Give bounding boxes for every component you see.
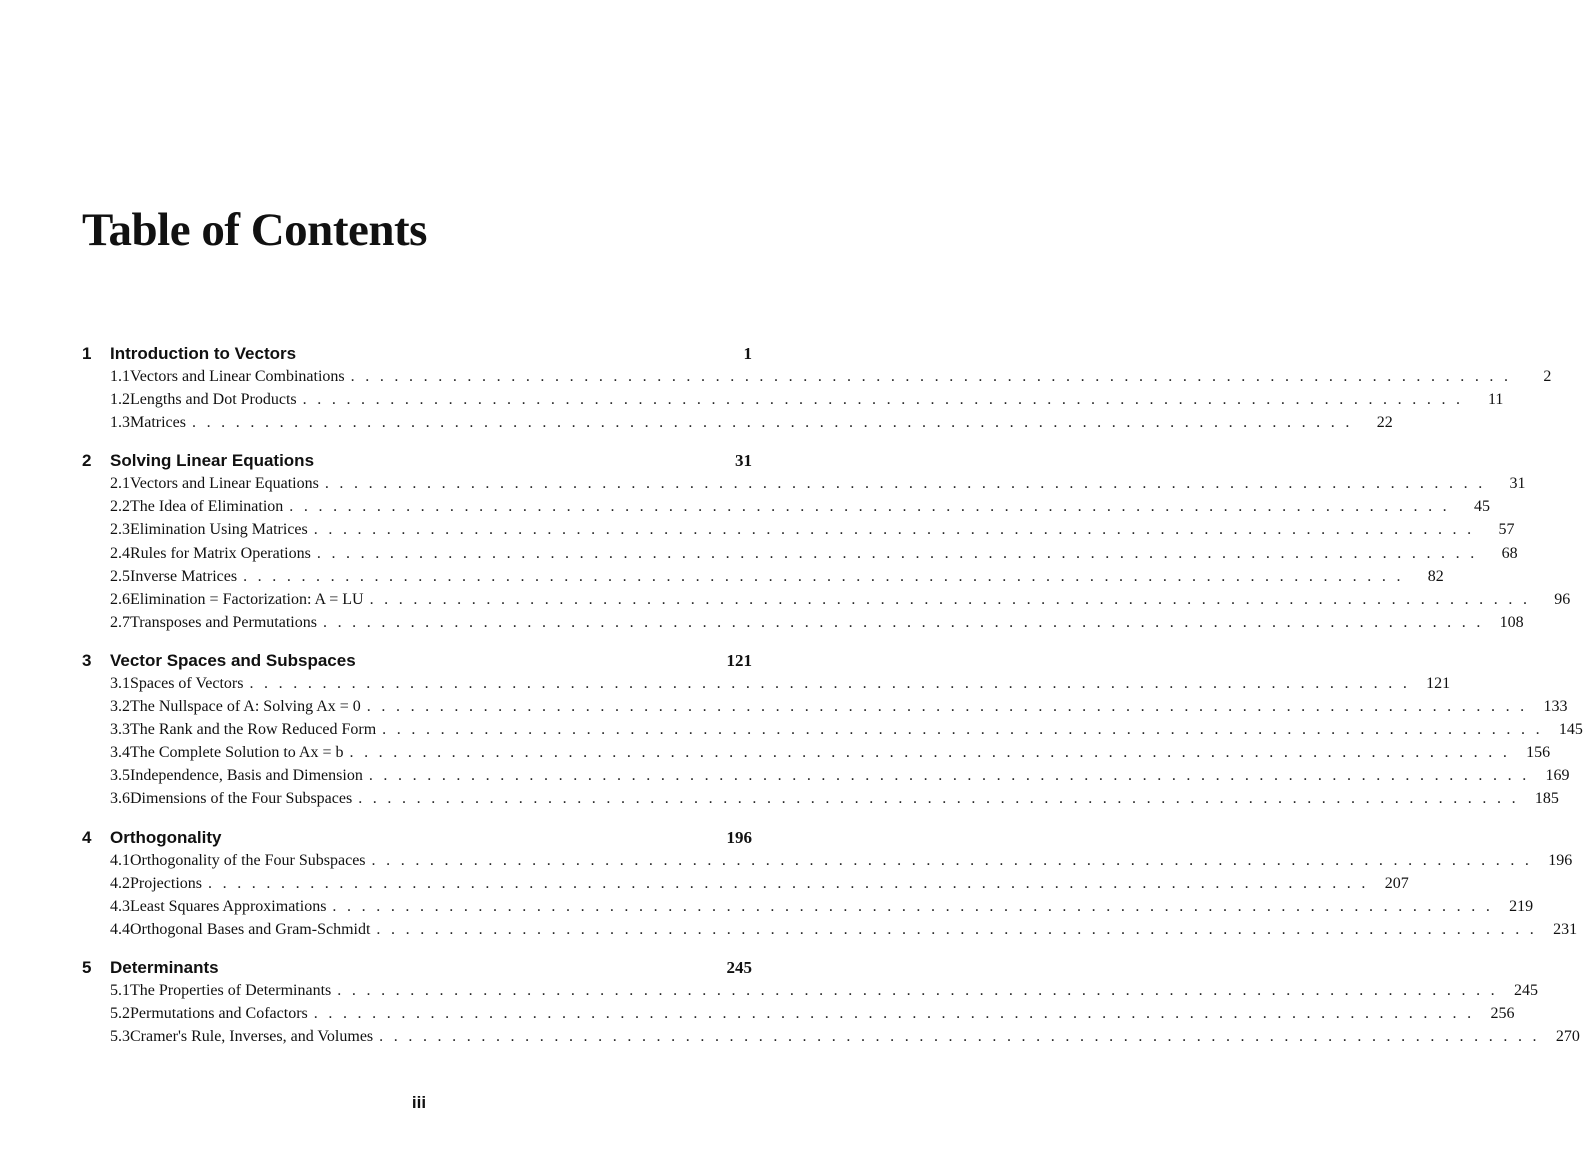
section-page: 22 [1376, 414, 1393, 432]
toc-entry[interactable] [82, 790, 1559, 813]
section-page: 256 [1490, 1004, 1515, 1022]
section-number: 1.3 [110, 414, 130, 432]
chapter-page: 121 [726, 650, 752, 670]
section-page: 31 [1509, 475, 1526, 493]
section-title: Rules for Matrix Operations [130, 544, 311, 562]
chapter-page: 31 [735, 451, 752, 471]
chapter-number: 5 [82, 957, 92, 977]
toc-entry[interactable] [82, 544, 1518, 568]
section-title: The Idea of Elimination [130, 498, 284, 516]
toc-entry[interactable] [82, 590, 1571, 614]
toc-chapter [82, 650, 1583, 814]
section-page: 196 [1548, 851, 1573, 869]
toc-entry[interactable] [82, 567, 1444, 591]
section-page: 219 [1509, 897, 1534, 915]
section-page: 108 [1499, 613, 1524, 631]
dot-leader: . . . . . . . . . . . . . . . . . . . . . . . . . . . . . . . . . . . . . . . . . . . . . . . . . . . . . . . . . . . . . . . . . . . . . . . . . . . . . . . . [313, 1004, 1475, 1022]
section-number: 5.2 [110, 1004, 130, 1022]
section-title: Vectors and Linear Combinations [130, 368, 345, 385]
toc-chapter [82, 957, 1580, 1051]
dot-leader: . . . . . . . . . . . . . . . . . . . . . . . . . . . . . . . . . . . . . . . . . . . . . . . . . . . . . . . . . . . . . . . . . . . . . . . . . . . . . . . . [324, 475, 1486, 493]
section-title: Dimensions of the Four Subspaces [130, 790, 353, 808]
dot-leader: . . . . . . . . . . . . . . . . . . . . . . . . . . . . . . . . . . . . . . . . . . . . . . . . . . . . . . . . . . . . . . . . . . . . . . . . . . . . . . . . [350, 368, 1512, 385]
section-page: 45 [1473, 498, 1490, 516]
section-title: Least Squares Approximations [130, 897, 327, 915]
section-number: 2.6 [110, 590, 130, 608]
toc-entry[interactable] [82, 874, 1409, 898]
toc-chapter [82, 344, 1552, 437]
chapter-number: 1 [82, 344, 92, 363]
dot-leader: . . . . . . . . . . . . . . . . . . . . . . . . . . . . . . . . . . . . . . . . . . . . . . . . . . . . . . . . . . . . . . . . . . . . . . . . . . . . . . . . [337, 981, 1498, 999]
dot-leader: . . . . . . . . . . . . . . . . . . . . . . . . . . . . . . . . . . . . . . . . . . . . . . . . . . . . . . . . . . . . . . . . . . . . . . . . . . . . . . . . [369, 590, 1531, 608]
section-page: 169 [1545, 767, 1570, 785]
dot-leader: . . . . . . . . . . . . . . . . . . . . . . . . . . . . . . . . . . . . . . . . . . . . . . . . . . . . . . . . . . . . . . . . . . . . . . . . . . . . . . . . [316, 544, 1478, 562]
chapter-title: Vector Spaces and Subspaces [110, 650, 356, 670]
section-title: Orthogonality of the Four Subspaces [130, 851, 366, 869]
dot-leader: . . . . . . . . . . . . . . . . . . . . . . . . . . . . . . . . . . . . . . . . . . . . . . . . . . . . . . . . . . . . . . . . . . . . . . . . . . . . . . . . [358, 790, 1519, 808]
dot-leader: . . . . . . . . . . . . . . . . . . . . . . . . . . . . . . . . . . . . . . . . . . . . . . . . . . . . . . . . . . . . . . . . . . . . . . . . . . . . . . . . [302, 391, 1464, 409]
section-number: 2.4 [110, 544, 130, 562]
section-title: Orthogonal Bases and Gram-Schmidt [130, 920, 371, 938]
section-title: The Properties of Determinants [130, 981, 332, 999]
section-number: 5.1 [110, 981, 130, 999]
section-title: Cramer's Rule, Inverses, and Volumes [130, 1028, 374, 1046]
toc-entry[interactable] [82, 414, 1393, 437]
section-number: 3.1 [110, 674, 130, 692]
section-title: Matrices [130, 414, 186, 432]
section-number: 2.1 [110, 475, 130, 493]
chapter-number: 2 [82, 451, 92, 471]
chapter-heading[interactable] [82, 651, 752, 675]
toc-list [82, 344, 1583, 1065]
section-title: Spaces of Vectors [130, 674, 244, 692]
chapter-page: 1 [743, 344, 752, 363]
section-page: 96 [1554, 590, 1571, 608]
section-number: 3.2 [110, 698, 130, 716]
dot-leader: . . . . . . . . . . . . . . . . . . . . . . . . . . . . . . . . . . . . . . . . . . . . . . . . . . . . . . . . . . . . . . . . . . . . . . . . . . . . . . . . [376, 920, 1538, 938]
chapter-title: Orthogonality [110, 827, 222, 847]
dot-leader: . . . . . . . . . . . . . . . . . . . . . . . . . . . . . . . . . . . . . . . . . . . . . . . . . . . . . . . . . . . . . . . . . . . . . . . . . . . . . . . . [289, 498, 1450, 516]
chapter-heading[interactable] [82, 958, 752, 982]
section-page: 57 [1498, 521, 1515, 539]
dot-leader: . . . . . . . . . . . . . . . . . . . . . . . . . . . . . . . . . . . . . . . . . . . . . . . . . . . . . . . . . . . . . . . . . . . . . . . . . . . . . . . . [349, 744, 1511, 762]
section-title: Elimination = Factorization: A = LU [130, 590, 364, 608]
page-title: Table of Contents [82, 204, 427, 256]
section-number: 3.4 [110, 744, 130, 762]
dot-leader: . . . . . . . . . . . . . . . . . . . . . . . . . . . . . . . . . . . . . . . . . . . . . . . . . . . . . . . . . . . . . . . . . . . . . . . . . . . . . . . . [243, 567, 1404, 585]
chapter-heading[interactable] [82, 344, 752, 368]
chapter-number: 3 [82, 650, 92, 670]
section-number: 5.3 [110, 1028, 130, 1046]
toc-entry[interactable] [82, 981, 1538, 1005]
section-page: 2 [1543, 368, 1552, 385]
dot-leader: . . . . . . . . . . . . . . . . . . . . . . . . . . . . . . . . . . . . . . . . . . . . . . . . . . . . . . . . . . . . . . . . . . . . . . . . . . . . . . . . [332, 897, 1494, 915]
chapter-page: 196 [726, 827, 752, 847]
toc-chapter [82, 827, 1578, 944]
toc-entry[interactable] [82, 767, 1570, 790]
section-page: 270 [1555, 1028, 1580, 1046]
section-number: 2.5 [110, 567, 130, 585]
toc-entry[interactable] [82, 475, 1526, 498]
section-number: 3.5 [110, 767, 130, 785]
section-title: Lengths and Dot Products [130, 391, 297, 409]
section-title: Vectors and Linear Equations [130, 475, 319, 493]
chapter-number: 4 [82, 827, 92, 847]
section-page: 207 [1384, 874, 1409, 892]
toc-entry[interactable] [82, 521, 1515, 544]
section-title: Permutations and Cofactors [130, 1004, 308, 1022]
toc-entry[interactable] [82, 613, 1524, 637]
dot-leader: . . . . . . . . . . . . . . . . . . . . . . . . . . . . . . . . . . . . . . . . . . . . . . . . . . . . . . . . . . . . . . . . . . . . . . . . . . . . . . . . [366, 698, 1528, 716]
section-page: 156 [1526, 744, 1551, 762]
section-title: Independence, Basis and Dimension [130, 767, 363, 785]
section-page: 133 [1543, 698, 1568, 716]
section-number: 1.1 [110, 368, 130, 385]
section-number: 2.7 [110, 613, 130, 631]
chapter-heading[interactable] [82, 451, 752, 475]
chapter-heading[interactable] [82, 828, 752, 852]
dot-leader: . . . . . . . . . . . . . . . . . . . . . . . . . . . . . . . . . . . . . . . . . . . . . . . . . . . . . . . . . . . . . . . . . . . . . . . . . . . . . . . . [382, 721, 1543, 739]
toc-entry[interactable] [82, 897, 1534, 921]
toc-entry[interactable] [82, 674, 1451, 698]
toc-entry[interactable] [82, 391, 1504, 414]
toc-entry[interactable] [82, 698, 1568, 721]
section-number: 1.2 [110, 391, 130, 409]
dot-leader: . . . . . . . . . . . . . . . . . . . . . . . . . . . . . . . . . . . . . . . . . . . . . . . . . . . . . . . . . . . . . . . . . . . . . . . . . . . . . . . . [208, 874, 1369, 892]
section-number: 3.3 [110, 721, 130, 739]
section-number: 4.2 [110, 874, 130, 892]
section-number: 4.4 [110, 920, 130, 938]
toc-entry[interactable] [82, 1004, 1515, 1028]
section-title: Transposes and Permutations [130, 613, 317, 631]
section-number: 4.3 [110, 897, 130, 915]
section-page: 185 [1534, 790, 1559, 808]
toc-entry[interactable] [82, 851, 1573, 875]
section-page: 121 [1426, 674, 1451, 692]
section-page: 11 [1487, 391, 1504, 409]
page-number: iii [411, 1093, 427, 1112]
section-number: 2.3 [110, 521, 130, 539]
section-title: The Rank and the Row Reduced Form [130, 721, 377, 739]
dot-leader: . . . . . . . . . . . . . . . . . . . . . . . . . . . . . . . . . . . . . . . . . . . . . . . . . . . . . . . . . . . . . . . . . . . . . . . . . . . . . . . . [191, 414, 1353, 432]
section-title: Projections [130, 874, 202, 892]
toc-entry[interactable] [82, 1028, 1580, 1051]
section-number: 2.2 [110, 498, 130, 516]
chapter-title: Determinants [110, 957, 219, 977]
chapter-title: Introduction to Vectors [110, 344, 297, 363]
dot-leader: . . . . . . . . . . . . . . . . . . . . . . . . . . . . . . . . . . . . . . . . . . . . . . . . . . . . . . . . . . . . . . . . . . . . . . . . . . . . . . . . [368, 767, 1530, 785]
section-title: The Nullspace of A: Solving Ax = 0 [130, 698, 361, 716]
toc-entry[interactable] [82, 498, 1490, 521]
dot-leader: . . . . . . . . . . . . . . . . . . . . . . . . . . . . . . . . . . . . . . . . . . . . . . . . . . . . . . . . . . . . . . . . . . . . . . . . . . . . . . . . [371, 851, 1533, 869]
chapter-page: 245 [726, 957, 752, 977]
dot-leader: . . . . . . . . . . . . . . . . . . . . . . . . . . . . . . . . . . . . . . . . . . . . . . . . . . . . . . . . . . . . . . . . . . . . . . . . . . . . . . . . [322, 613, 1484, 631]
section-title: Elimination Using Matrices [130, 521, 308, 539]
toc-entry[interactable] [82, 721, 1583, 744]
toc-chapter [82, 451, 1571, 637]
section-page: 145 [1558, 721, 1583, 739]
section-number: 4.1 [110, 851, 130, 869]
section-page: 82 [1427, 567, 1444, 585]
dot-leader: . . . . . . . . . . . . . . . . . . . . . . . . . . . . . . . . . . . . . . . . . . . . . . . . . . . . . . . . . . . . . . . . . . . . . . . . . . . . . . . . [249, 674, 1411, 692]
section-page: 68 [1501, 544, 1518, 562]
toc-entry[interactable] [82, 368, 1552, 391]
chapter-title: Solving Linear Equations [110, 451, 315, 471]
section-title: The Complete Solution to Ax = b [130, 744, 344, 762]
section-number: 3.6 [110, 790, 130, 808]
dot-leader: . . . . . . . . . . . . . . . . . . . . . . . . . . . . . . . . . . . . . . . . . . . . . . . . . . . . . . . . . . . . . . . . . . . . . . . . . . . . . . . . [313, 521, 1475, 539]
section-page: 231 [1553, 920, 1578, 938]
section-title: Inverse Matrices [130, 567, 238, 585]
toc-entry[interactable] [82, 920, 1578, 944]
section-page: 245 [1513, 981, 1538, 999]
toc-entry[interactable] [82, 744, 1551, 767]
dot-leader: . . . . . . . . . . . . . . . . . . . . . . . . . . . . . . . . . . . . . . . . . . . . . . . . . . . . . . . . . . . . . . . . . . . . . . . . . . . . . . . . [379, 1028, 1540, 1046]
